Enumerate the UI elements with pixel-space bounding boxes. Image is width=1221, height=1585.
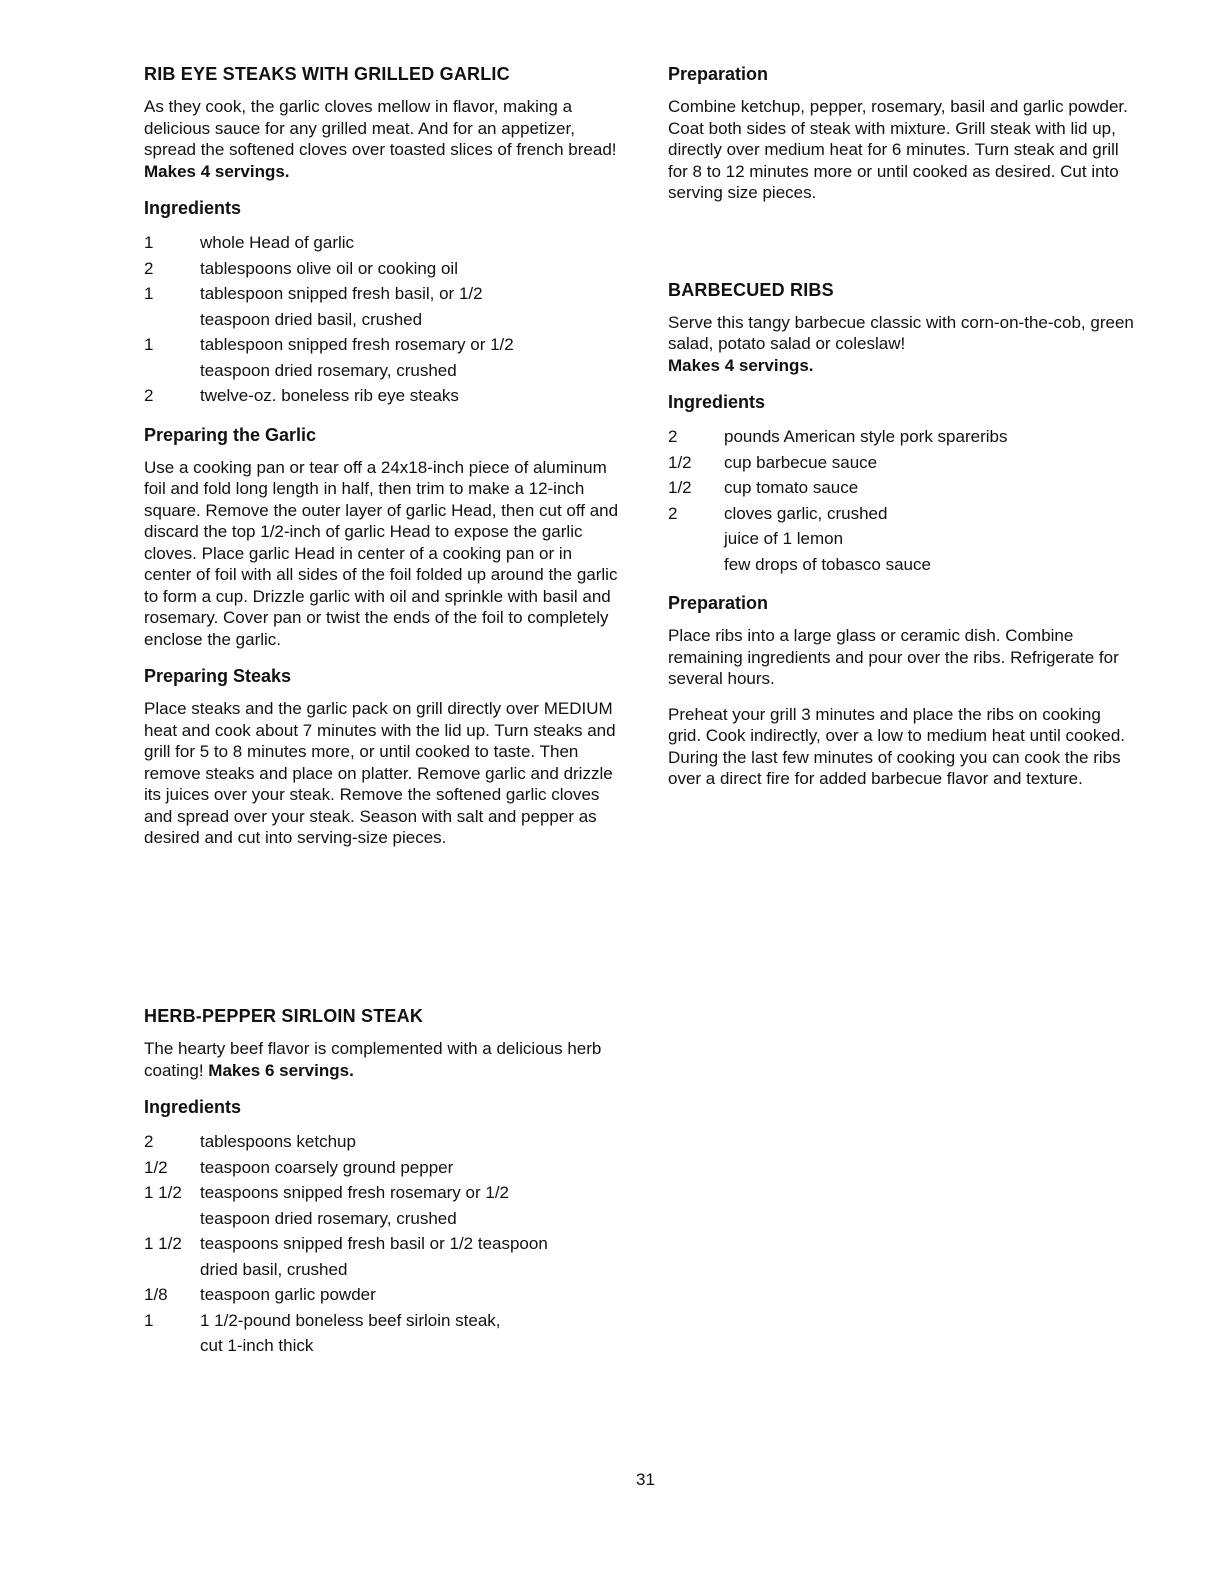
right-column bbox=[668, 62, 1138, 802]
ingredient-item: 2 cloves garlic, crushed bbox=[668, 503, 888, 523]
ribs-prep-heading: Preparation bbox=[668, 593, 769, 613]
ingredient-item: few drops of tobasco sauce bbox=[724, 554, 931, 574]
rib-eye-recipe bbox=[144, 62, 622, 861]
herb-pepper-preparation bbox=[668, 62, 1138, 204]
ingredient-item: juice of 1 lemon bbox=[724, 529, 844, 548]
steaks-prep-text: Place steaks and the garlic pack on grill directly over MEDIUM heat and cook about 7 minutes with the lid up. Turn steaks and grill for 5 to 8 minutes more, or until cooked to taste. Then remove steaks and place on platter. Remove garlic and drizzle its juices over your steak. Remove the softened garlic cloves and spread over your steak. Season with salt and pepper as desired and cut into serving-size pieces. bbox=[144, 699, 616, 847]
herb-pepper-ingredients-heading: Ingredients bbox=[144, 1097, 242, 1117]
rib-eye-title: RIB EYE STEAKS WITH GRILLED GARLIC bbox=[144, 64, 510, 84]
ingredient-item: 1 tablespoon snipped fresh rosemary or 1/2 teaspoon dried rosemary, crushed bbox=[144, 335, 514, 380]
herb-pepper-recipe bbox=[144, 1004, 622, 1371]
herb-pepper-prep-text: Combine ketchup, pepper, rosemary, basil and garlic powder. Coat both sides of steak with mixture. Grill steak with lid up, directly over medium heat for 6 minutes. Turn steak and grill for 8 to 12 minutes more or until cooked as desired. Cut into serving size pieces. bbox=[668, 97, 1128, 202]
page-number: 31 bbox=[636, 1470, 655, 1489]
ingredient-item: 2 pounds American style pork spareribs bbox=[668, 427, 1008, 446]
ribs-prep-text-1: Place ribs into a large glass or ceramic dish. Combine remaining ingredients and pour over the ribs. Refrigerate for several hours. bbox=[668, 626, 1119, 688]
ingredient-item: 1 1 1/2-pound boneless beef sirloin steak, cut 1-inch thick bbox=[144, 1310, 501, 1355]
ingredient-item: 1 1/2 teaspoons snipped fresh rosemary or 1/2 teaspoon dried rosemary, crushed bbox=[144, 1183, 510, 1228]
barbecued-ribs-recipe bbox=[668, 278, 1138, 790]
ingredient-item: 1/2 cup barbecue sauce bbox=[668, 452, 878, 472]
herb-pepper-intro: The hearty beef flavor is complemented with a delicious herb coating! Makes 6 servings. bbox=[144, 1039, 602, 1080]
ingredient-item: 1 tablespoon snipped fresh basil, or 1/2 teaspoon dried basil, crushed bbox=[144, 284, 483, 329]
ribs-ingredients-heading: Ingredients bbox=[668, 392, 766, 412]
ingredient-item: 2 tablespoons ketchup bbox=[144, 1132, 356, 1151]
ribs-ingredients-list bbox=[668, 424, 1138, 577]
herb-pepper-servings: Makes 6 servings. bbox=[208, 1060, 354, 1080]
ingredient-item: 1/8 teaspoon garlic powder bbox=[144, 1285, 376, 1304]
herb-pepper-prep-heading: Preparation bbox=[668, 64, 769, 84]
rib-eye-servings: Makes 4 servings. bbox=[144, 161, 290, 181]
ingredient-item: 1 whole Head of garlic bbox=[144, 233, 355, 252]
ingredient-item: 2 tablespoons olive oil or cooking oil bbox=[144, 258, 458, 278]
rib-eye-intro: As they cook, the garlic cloves mellow in flavor, making a delicious sauce for any grilled meat. And for an appetizer, spread the softened cloves over toasted slices of french bread! Makes 4 servings. bbox=[144, 97, 617, 181]
rib-eye-ingredients-list bbox=[144, 230, 622, 409]
ribs-servings: Makes 4 servings. bbox=[668, 355, 814, 375]
ribs-intro: Serve this tangy barbecue classic with corn-on-the-cob, green salad, potato salad or coleslaw! Makes 4 servings. bbox=[668, 312, 1134, 375]
garlic-prep-text: Use a cooking pan or tear off a 24x18-inch piece of aluminum foil and fold long length in half, then trim to make a 12-inch square. Remove the outer layer of garlic Head, then cut off and discard the top 1/2-inch of garlic Head to expose the garlic cloves. Place garlic Head in center of a cooking pan or in center of foil with all sides of the foil folded up around the garlic to form a cup. Drizzle garlic with oil and sprinkle with basil and rosemary. Cover pan or twist the ends of the foil to completely enclose the garlic. bbox=[144, 457, 619, 649]
garlic-prep-heading: Preparing the Garlic bbox=[144, 424, 317, 445]
steaks-prep-heading: Preparing Steaks bbox=[144, 666, 292, 686]
ingredient-item: 1/2 cup tomato sauce bbox=[668, 478, 859, 497]
ingredient-item: 1/2 teaspoon coarsely ground pepper bbox=[144, 1157, 454, 1177]
rib-eye-ingredients-heading: Ingredients bbox=[144, 198, 242, 218]
ribs-title: BARBECUED RIBS bbox=[668, 279, 834, 300]
herb-pepper-title: HERB-PEPPER SIRLOIN STEAK bbox=[144, 1006, 424, 1026]
ingredient-item: 2 twelve-oz. boneless rib eye steaks bbox=[144, 386, 459, 405]
ribs-prep-text-2: Preheat your grill 3 minutes and place the ribs on cooking grid. Cook indirectly, over a low to medium heat until cooked. During the last few minutes of cooking you can cook the ribs over a direct fire for added barbecue flavor and texture. bbox=[668, 704, 1126, 788]
ingredient-item: 1 1/2 teaspoons snipped fresh basil or 1/2 teaspoon dried basil, crushed bbox=[144, 1234, 548, 1279]
herb-pepper-ingredients-list bbox=[144, 1129, 622, 1359]
